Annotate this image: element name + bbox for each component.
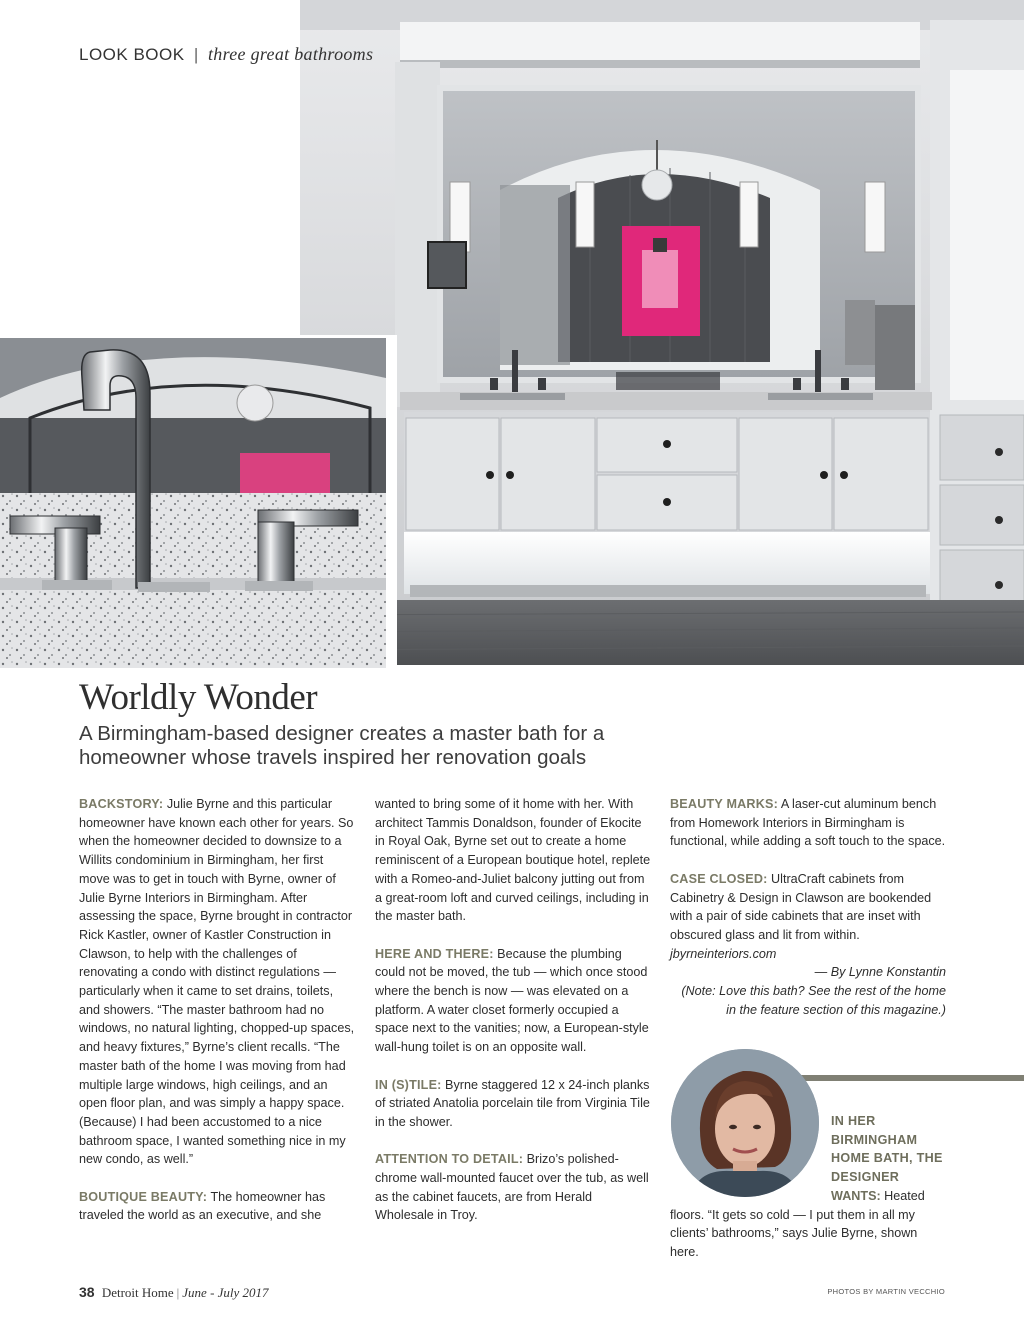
attention-to-detail-text: Brizo’s polished-chrome wall-mounted faucet over the tub, as well as the cabinet faucets, are from Herald Wholesale in Troy. — [375, 1152, 649, 1223]
paragraph-continued: wanted to bring some of it home with her. With architect Tammis Donaldson, founder of Ekocite in Royal Oak, Byrne set out to create a home reminiscent of a European boutique hotel, replete with a Romeo-and-Juliet balcony jutting out from a great-room loft and curved ceilings, including in the master bath. — [375, 797, 651, 924]
issue-date: June - July 2017 — [182, 1285, 269, 1300]
boutique-beauty-text: The homeowner has traveled the world as an executive, and she — [79, 1189, 326, 1223]
portrait-caption-heading: IN HER BIRMINGHAM HOME BATH, THE DESIGNER — [831, 1114, 943, 1185]
section-kicker: LOOK BOOK — [79, 45, 185, 64]
accent-rule — [790, 1075, 1024, 1081]
attention-to-detail-heading: ATTENTION TO DETAIL: — [375, 1152, 524, 1167]
beauty-marks-text: A laser-cut aluminum bench from Homework Interiors in Birmingham is functional, while adding a soft touch to the space. — [670, 797, 946, 849]
body-column-3 — [670, 795, 946, 1019]
body-column-1 — [79, 795, 357, 1244]
faucet-detail-photo — [0, 335, 397, 668]
article-deck: A Birmingham-based designer creates a master bath for a homeowner whose travels inspired her renovation goals — [79, 722, 605, 769]
designer-website-link[interactable]: jbyrneinteriors.com — [670, 946, 777, 961]
in-stile-heading: IN (S)TILE: — [375, 1077, 442, 1092]
caption-wants-label: WANTS: — [831, 1189, 881, 1203]
case-closed-heading: CASE CLOSED: — [670, 871, 768, 886]
backstory-heading: BACKSTORY: — [79, 797, 164, 811]
here-and-there-text: Because the plumbing could not be moved, the tub — which once stood where the bench is now — was elevated on a platform. A water closet formerly occupied a space next to the vanities; now, a European-style wall-hung toilet is on an opposite wall. — [375, 946, 649, 1055]
paragraph-in-stile — [375, 1076, 653, 1132]
header-separator: | — [193, 45, 199, 64]
editor-note: (Note: Love this bath? See the rest of the home in the feature section of this magazine.) — [681, 984, 946, 1017]
backstory-text: Julie Byrne and this particular homeowner have known each other for years. So when the homeowner decided to downsize to a Willits condominium in Birmingham, her first move was to get in touch with Byrne, owner of Julie Byrne Interiors in Birmingham. After assessing the space, Byrne brought in contractor Rick Kastler, owner of Kastler Construction in Clawson, to help with the challenges of renovating a condo with distinct regulations — particularly when it came to set drains, toilets, and showers. “The master bathroom had no windows, no natural lighting, chopped-up spaces, and heavy fixtures,” Byrne’s client recalls. “The master bath of the home I was moving from had multiple large windows, high ceilings, and an open floor plan, and was simply a happy space. (Because) I had been accustomed to a nice bathroom space, I wanted something nice in my new condo, as well.” — [79, 797, 355, 1167]
page-number: 38 — [79, 1284, 95, 1300]
designer-portrait — [671, 1049, 819, 1197]
case-closed-text: UltraCraft cabinets from Cabinetry & Design in Clawson are bookended with a pair of side cabinets that are inset with obscured glass and lit from within. — [670, 871, 932, 942]
vanity-photo — [300, 0, 1024, 665]
in-stile-text: Byrne staggered 12 x 24-inch planks of striated Anatolia porcelain tile from Virginia Tile in the shower. — [375, 1077, 650, 1129]
article-headline: Worldly Wonder — [79, 677, 318, 718]
author-byline: — By Lynne Konstantin — [814, 965, 946, 980]
section-topic: three great bathrooms — [207, 44, 374, 64]
paragraph-case-closed — [670, 870, 946, 945]
paragraph-backstory — [79, 795, 357, 1169]
paragraph-here-and-there — [375, 945, 653, 1057]
boutique-beauty-heading: BOUTIQUE BEAUTY: — [79, 1189, 208, 1204]
body-column-2 — [375, 795, 653, 1244]
paragraph-beauty-marks — [670, 795, 946, 851]
caption-text: Heated floors. “It gets so cold — I put them in all my clients’ bathrooms,” says Julie Byrne, shown here. — [670, 1189, 925, 1260]
magazine-name: Detroit Home — [101, 1285, 174, 1300]
beauty-marks-heading: BEAUTY MARKS: — [670, 797, 779, 811]
paragraph-boutique-beauty — [79, 1188, 357, 1225]
paragraph-attention-to-detail — [375, 1150, 653, 1225]
section-header — [79, 44, 373, 65]
footer-separator: | — [176, 1285, 180, 1300]
photo-credit: PHOTOS BY MARTIN VECCHIO — [827, 1287, 945, 1296]
portrait-caption — [670, 1187, 946, 1262]
here-and-there-heading: HERE AND THERE: — [375, 946, 494, 961]
page-footer — [79, 1284, 269, 1301]
